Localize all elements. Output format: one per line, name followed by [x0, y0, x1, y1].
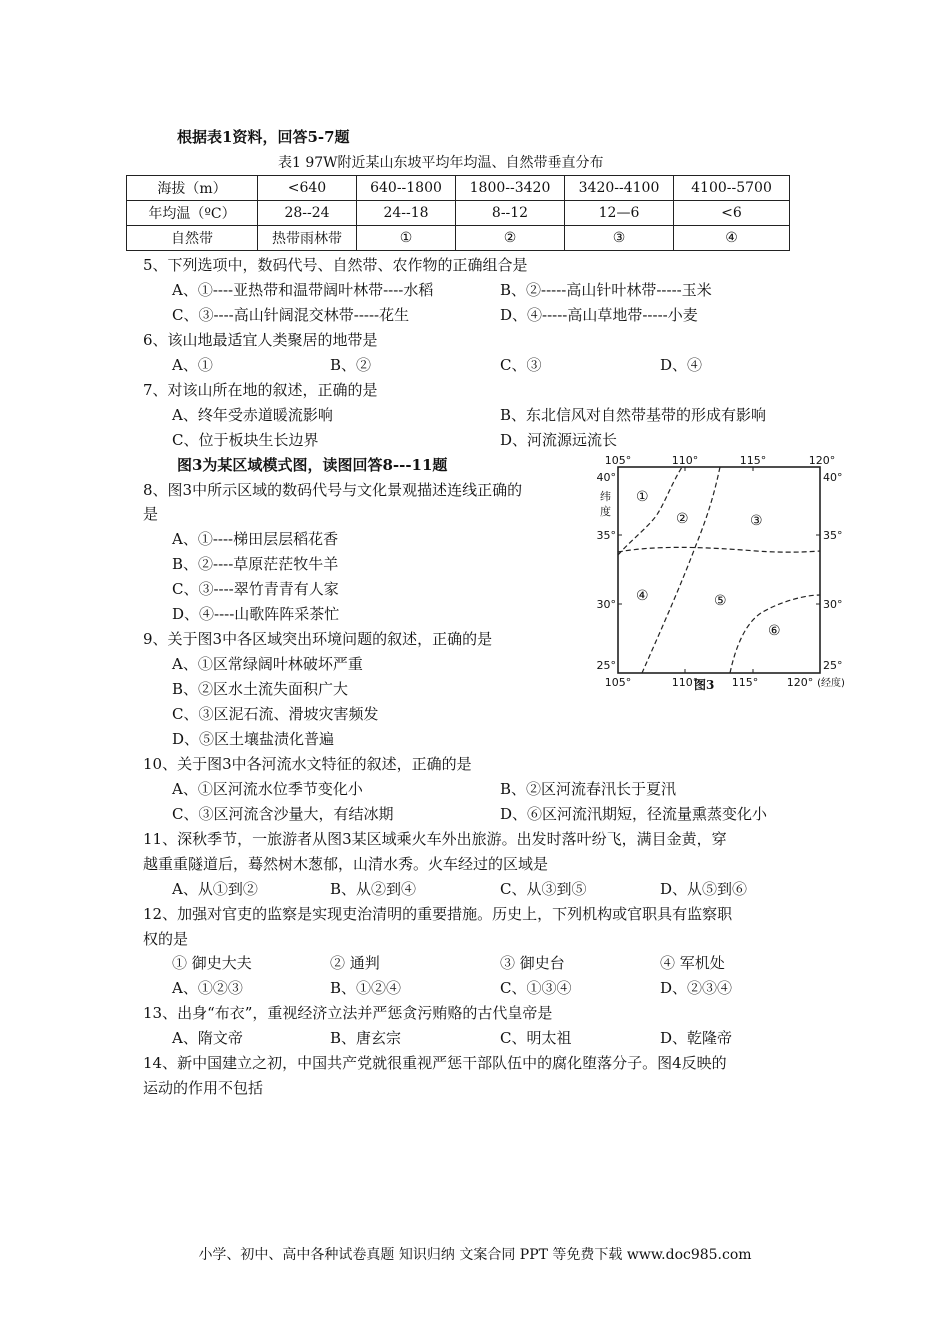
map-bottom-tick: 105°	[604, 676, 632, 689]
map-bottom-tick: 115°	[731, 676, 759, 689]
q11-stem-cont: 越重重隧道后，蓦然树木葱郁，山清水秀。火车经过的区域是	[143, 855, 549, 873]
map-latitude-label: 纬	[600, 490, 611, 503]
map-region-6: ⑥	[768, 623, 781, 639]
q8-option-c: C、③----翠竹青青有人家	[172, 580, 339, 598]
q12-stem: 12、加强对官吏的监察是实现吏治清明的重要措施。历史上，下列机构或官职具有监察职	[143, 905, 733, 923]
q10-option-c: C、③区河流含沙量大，有结冰期	[172, 805, 394, 823]
q9-option-c: C、③区泥石流、滑坡灾害频发	[172, 705, 379, 723]
q9-option-a: A、①区常绿阔叶林破坏严重	[172, 655, 363, 673]
q6-stem: 6、该山地最适宜人类聚居的地带是	[143, 331, 378, 349]
q11-stem: 11、深秋季节，一旅游者从图3某区域乘火车外出旅游。出发时落叶纷飞，满目金黄，穿	[143, 830, 727, 848]
q12-item-1: ① 御史大夫	[172, 954, 252, 972]
table-row	[127, 201, 790, 226]
table-cell: 自然带	[127, 226, 258, 251]
q12-option-b: B、①②④	[330, 979, 402, 997]
map-top-tick: 115°	[739, 455, 767, 467]
q9-option-d: D、⑤区土壤盐渍化普遍	[172, 730, 335, 748]
table-cell: ③	[565, 226, 674, 251]
table-cell: 28--24	[258, 201, 357, 226]
q5-option-c: C、③----高山针阔混交林带-----花生	[172, 306, 410, 324]
q6-option-d: D、④	[660, 356, 703, 374]
table-cell: ②	[456, 226, 565, 251]
map-left-tick: 30°	[596, 598, 616, 611]
q8-option-d: D、④----山歌阵阵采茶忙	[172, 605, 340, 623]
table-cell: <6	[674, 201, 790, 226]
map-left-tick: 25°	[596, 659, 616, 672]
table-row	[127, 176, 790, 201]
section2-header: 图3为某区域模式图，读图回答8---11题	[177, 456, 448, 474]
table-cell: <640	[258, 176, 357, 201]
boundary-line-2	[618, 547, 820, 552]
q11-option-a: A、从①到②	[172, 880, 258, 898]
q12-item-4: ④ 军机处	[660, 954, 725, 972]
table-cell: 海拔（m）	[127, 176, 258, 201]
map-right-tick: 30°	[823, 598, 843, 611]
q13-option-d: D、乾隆帝	[660, 1029, 733, 1047]
q11-option-b: B、从②到④	[330, 880, 417, 898]
q7-option-a: A、终年受赤道暖流影响	[172, 406, 333, 424]
q8-stem: 8、图3中所示区域的数码代号与文化景观描述连线正确的	[143, 481, 523, 499]
map-region-4: ④	[636, 588, 649, 604]
q5-option-d: D、④-----高山草地带-----小麦	[500, 306, 698, 324]
q13-option-b: B、唐玄宗	[330, 1029, 402, 1047]
q12-item-3: ③ 御史台	[500, 954, 565, 972]
q6-option-b: B、②	[330, 356, 372, 374]
map-region-2: ②	[676, 511, 689, 527]
q12-stem-cont: 权的是	[143, 930, 189, 948]
map-bottom-tick: 120°	[786, 676, 814, 689]
q9-option-b: B、②区水土流失面积广大	[172, 680, 349, 698]
q11-option-c: C、从③到⑤	[500, 880, 587, 898]
q13-option-c: C、明太祖	[500, 1029, 572, 1047]
map-right-tick: 25°	[823, 659, 843, 672]
map-latitude-label: 度	[600, 505, 611, 518]
q7-option-b: B、东北信风对自然带基带的形成有影响	[500, 406, 767, 424]
section1-header: 根据表1资料，回答5-7题	[177, 128, 350, 146]
q12-option-d: D、②③④	[660, 979, 733, 997]
q5-option-b: B、②-----高山针叶林带-----玉米	[500, 281, 712, 299]
map-left-tick: 35°	[596, 529, 616, 542]
q14-stem: 14、新中国建立之初，中国共产党就很重视严惩干部队伍中的腐化堕落分子。图4反映的	[143, 1054, 727, 1072]
table-cell: 24--18	[357, 201, 456, 226]
q8-option-a: A、①----梯田层层稻花香	[172, 530, 339, 548]
map-top-tick: 105°	[604, 455, 632, 467]
boundary-line-3	[642, 467, 720, 673]
map-region-1: ①	[636, 489, 649, 505]
map-region-3: ③	[750, 513, 763, 529]
map-top-tick: 110°	[671, 455, 699, 467]
q14-stem-cont: 运动的作用不包括	[143, 1079, 264, 1097]
table-cell: 1800--3420	[456, 176, 565, 201]
map-region-5: ⑤	[714, 593, 727, 609]
q12-item-2: ② 通判	[330, 954, 380, 972]
table-cell: 8--12	[456, 201, 565, 226]
table-cell: 12—6	[565, 201, 674, 226]
q6-option-c: C、③	[500, 356, 542, 374]
table-cell: ④	[674, 226, 790, 251]
q11-option-d: D、从⑤到⑥	[660, 880, 748, 898]
region-map-figure3	[596, 455, 858, 695]
q7-option-d: D、河流源远流长	[500, 431, 618, 449]
boundary-line-1	[618, 467, 682, 555]
table-cell: 4100--5700	[674, 176, 790, 201]
table-cell: 3420--4100	[565, 176, 674, 201]
table-row	[127, 226, 790, 251]
q10-option-a: A、①区河流水位季节变化小	[172, 780, 363, 798]
table1-caption: 表1 97W附近某山东坡平均年均温、自然带垂直分布	[278, 155, 604, 171]
map-longitude-unit: (经度)	[817, 678, 845, 689]
q7-stem: 7、对该山所在地的叙述，正确的是	[143, 381, 378, 399]
table-cell: 640--1800	[357, 176, 456, 201]
q10-option-d: D、⑥区河流汛期短，径流量熏蒸变化小	[500, 805, 768, 823]
table-cell: 热带雨林带	[258, 226, 357, 251]
page-footer: 小学、初中、高中各种试卷真题 知识归纳 文案合同 PPT 等免费下载 www.doc985.com	[198, 1247, 752, 1263]
q10-option-b: B、②区河流春汛长于夏汛	[500, 780, 677, 798]
table-cell: ①	[357, 226, 456, 251]
map-top-tick: 120°	[808, 455, 836, 467]
q13-stem: 13、出身“布衣”，重视经济立法并严惩贪污贿赂的古代皇帝是	[143, 1004, 553, 1022]
q6-option-a: A、①	[172, 356, 213, 374]
q12-option-c: C、①③④	[500, 979, 572, 997]
map-right-tick: 35°	[823, 529, 843, 542]
q9-stem: 9、关于图3中各区域突出环境问题的叙述，正确的是	[143, 630, 493, 648]
map-left-tick: 40°	[596, 471, 616, 484]
table1	[126, 175, 790, 251]
q8-stem-cont: 是	[143, 505, 159, 523]
table-cell: 年均温（ºC）	[127, 201, 258, 226]
q12-option-a: A、①②③	[172, 979, 243, 997]
q8-option-b: B、②----草原茫茫牧牛羊	[172, 555, 339, 573]
q7-option-c: C、位于板块生长边界	[172, 431, 319, 449]
q13-option-a: A、隋文帝	[172, 1029, 243, 1047]
map-caption: 图3	[694, 678, 715, 692]
q10-stem: 10、关于图3中各河流水文特征的叙述，正确的是	[143, 755, 472, 773]
map-bottom-tick: 110°	[671, 676, 699, 689]
q5-option-a: A、①----亚热带和温带阔叶林带----水稻	[172, 281, 434, 299]
map-right-tick: 40°	[823, 471, 843, 484]
q5-stem: 5、下列选项中，数码代号、自然带、农作物的正确组合是	[143, 256, 528, 274]
